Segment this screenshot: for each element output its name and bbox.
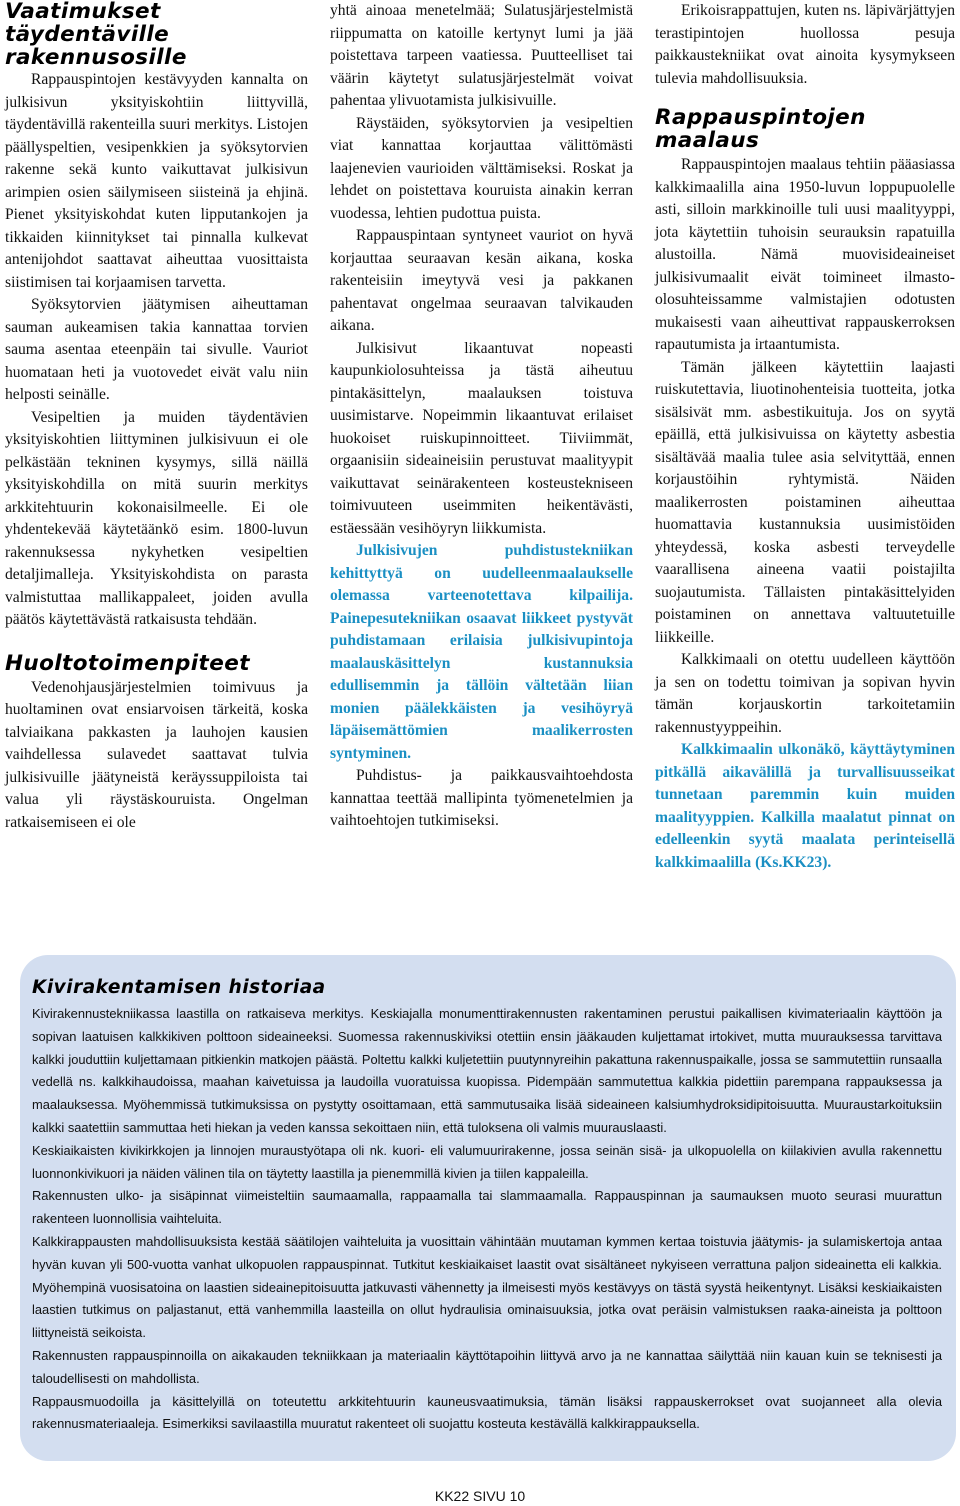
paragraph: Erikoisrappattujen, kuten ns. läpivärjättyjen terastipintojen huollossa pesuja paikkaustekniikat ovat ainoita kysymykseen tulevia mahdollisuuksia. [655, 2, 955, 87]
history-heading: Kivirakentamisen historiaa [32, 977, 326, 998]
history-paragraph: Kivirakennustekniikassa laastilla on ratkaiseva merkitys. Keskiajalla monumenttirakennusten rakentaminen perustui paikallisen kivimateriaalin käyttöön ja sopivan laatuisen kalkkikiven polttoon sideaineeksi. Suomessa rakennuskiviksi otettiin ensin jääkauden kuljettamat irtokivet, mutta muurauksessa tarvittava kalkki jouduttiin kuljettamaan pitkienkin matkojen päästä. Poltettu kalkki kuljetettiin puutynnyreihin pakattuna rakennuspaikalle, jossa se sammutettiin runsaalla vedellä ns. kalkkihaudoissa, maahan kaivetuissa ja laudoilla vuoratuissa kuopissa. Pidempään sammutettua kalkkia pidettiin parempana rappauksessa ja maalauksessa. Myöhemmissä tutkimuksissa on pystytty osoittamaan, että sammutusaika lisää sideaineen kalsiumhydroksidipitoisuutta. Muuraustarkoituksiin kalkki saatettiin sammuttaa heti hiekan ja veden kanssa sekoittaen niin, että tuloksena oli valmis muurauslaasti. [32, 1006, 942, 1135]
paragraph: Räystäiden, syöksytorvien ja vesipeltien viat kannattaa korjauttaa välittömästi laajenevien vaurioiden välttämiseksi. Roskat ja lehdet on poistettava kouruista ainakin kerran vuodessa, lehtien pudottua puista. [330, 114, 633, 222]
history-paragraph: Rappausmuodoilla ja käsittelyillä on toteutettu arkkitehtuurin kauneusvaatimuksia, tämän lisäksi rappauskerrokset ovat suojanneet alla olevia rakennusmateriaaleja. Esimerkiksi savilaastilla muuratut rakenteet oli suojattu kosteuta kestävällä kalkkirappauksella. [32, 1393, 942, 1432]
paragraph: Julkisivut likaantuvat nopeasti kaupunkiolosuhteissa ja tästä aiheutuu pintakäsittelyn, maalauksen toistuva uusimistarve. Nopeimmin likaantuvat erilaiset huokoiset ruiskupinnoitteet. Tiiviimmät, orgaanisiin sideaineisiin perustuvat maalityypit vaikuttavat seinärakenteen kosteustekniseen toimivuuteen useimmiten heikentävästi, estäessään vesihöyryn liikkumista. [330, 339, 633, 537]
column-middle [330, 0, 633, 833]
page-footer: KK22 SIVU 10 [434, 1488, 526, 1504]
column-left [5, 0, 308, 834]
heading-vaatimukset: Vaatimukset täydentäville rakennusosille [5, 0, 187, 70]
paragraph: Tämän jälkeen käytettiin laajasti ruiskutettavia, liuotinohenteisia tuotteita, jotka sisälsivät mm. asbestikuituja. Jos on syytä epäillä, että julkisivuissa on käytetty asbestia sisältävää maalia tulee asia selvityttää, ennen korjaustöihin ryhtymistä. Näiden maalikerrosten poistaminen aiheuttaa huomattavia kustannuksia uusimistöiden yhteydessä, koska asbesti terveydelle vaarallisena aineena vaatii poistajilta suojautumista. Tällaisten pintakäsittelyiden poistaminen on annettava valtuutetuille liikkeille. [655, 358, 955, 646]
paragraph: Vesipeltien ja muiden täydentävien yksityiskohtien liittyminen julkisivuun ei ole pelkästään tekninen kysymys, sillä näillä yksityiskohdilla on mitä suurin merkitys arkkitehtuurin kokonaisilmeelle. Ei ole yhdentekevää käytetäänkö esim. 1800-luvun rakennuksessa nykyhetken vesipeltien detaljimalleja. Yksityiskohdista on parasta valmistuttaa mallikappaleet, joiden avulla päätös käytettävästä ratkaisusta tehdään. [5, 408, 308, 628]
paragraph: Syöksytorvien jäätymisen aiheuttaman sauman aukeamisen takia kannattaa torvien sauma asentaa eteenpäin tai sivulle. Vauriot huomataan heti ja vuotovedet eivät valu niin helposti seinälle. [5, 296, 308, 403]
history-box [20, 955, 956, 1461]
history-text [32, 1003, 942, 1436]
column-right [655, 0, 955, 874]
history-paragraph: Kalkkirappausten mahdollisuuksista kestää säätilojen vaihteluita ja vuosittain vähintään muutaman kymmen kertaa toistuvia jäätymis- ja sulamiskertoja antaa hyvän kuvan yli 500-vuotta vanhat ulkopuolen rappauspinnat. Tutkitut keskiaikaiset laastit ovat sisältäneet nykyiseen verrattuna paljon sideainetta eli kalkkia. Myöhempinä vuosisatoina on laastien sideainepitoisuutta jatkuvasti vähennetty ja ilmeisesti myös kestävyys on tästä syystä heikentynyt. Lisäksi keskiaikaisten laastien tutkimus on paljastanut, että vanhemmilla laasteilla on ollut hydraulisia ominaisuuksia, jotka ovat peräisin valmistuksen raaka-aineista ja polttoon liittyneistä seikoista. [32, 1233, 942, 1341]
highlight-paragraph: Kalkkimaalin ulkonäkö, käyttäytyminen pitkällä aikavälillä ja turvallisuusseikat tunnetaan paremmin kuin muiden maalityyppien. Kalkilla maalatut pinnat on edelleenkin syytä maalata perinteisellä kalkkimaalilla (Ks.KK23). [655, 741, 955, 871]
history-paragraph: Keskiaikaisten kivikirkkojen ja linnojen muraustyötapa oli nk. kuori- eli valumuurirakenne, jossa seinän sisä- ja ulkopuolella on kiilakivien avulla rakennettu luonnonkivikuori ja näiden välinen tila on täytetty laastilla ja pienemmillä kivien ja tiilen kappaleilla. [32, 1142, 942, 1181]
history-paragraph: Rakennusten rappauspinnoilla on aikakauden tekniikkaan ja materiaalin käyttötapoihin liittyvä arvo ja ne kannattaa säilyttää niin kauan kuin se teknisesti ja taloudellisesti on mahdollista. [32, 1347, 942, 1386]
history-paragraph: Rakennusten ulko- ja sisäpinnat viimeisteltiin saumaamalla, rappaamalla tai slammaamalla. Rappauspinnan ja saumauksen muoto seurasi muurattun rakenteen luonnollisia vaihteluita. [32, 1188, 942, 1227]
paragraph: Rappauspintojen kestävyyden kannalta on julkisivun yksityiskohtiin liittyvillä, täydentävillä rakenteilla suuri merkitys. Listojen päällyspeltien, vesipenkkien ja syöksytorvien rakenne sekä kunto vaikuttavat julkisivun arimpien osien säilymiseen siisteinä ja ehjinä. Pienet yksityiskohdat kuten lipputankojen ja tikkaiden kiinnitykset tai pinnalla kulkevat antenijohdot saattavat aiheuttaa vuosittaista siistimisen tai korjaamisen tarvetta. [5, 71, 308, 291]
paragraph: Rappauspintojen maalaus tehtiin pääasiassa kalkkimaalilla aina 1950-luvun loppupuolelle asti, silloin markkinoille tuli uusi maalityyppi, jota käytettiin tuhoisin seurauksin rapatuilla alustoilla. Nämä muovisideaineiset julkisivumaalit eivät toimineet ilmasto-olosuhteissamme valmistajien odotusten mukaisesti vaan aiheuttivat rappauskerroksen rapautumista ja irtaantumista. [655, 156, 955, 353]
paragraph: yhtä ainoaa menetelmää; Sulatusjärjestelmistä riippumatta on katoille kertynyt lumi ja jää poistettava tarpeen vaatiessa. Puutteelliset tai väärin käytetyt sulatusjärjestelmät voivat pahentaa ylivuotamista julkisivuille. [330, 2, 633, 109]
paragraph: Rappauspintaan syntyneet vauriot on hyvä korjauttaa seuraavan kesän aikana, koska rakenteisiin imeytyvä vesi ja pakkanen pahentavat ongelmaa seuraavan talvikauden aikana. [330, 227, 633, 334]
heading-huoltotoimenpiteet: Huoltotoimenpiteet [5, 650, 250, 676]
highlight-paragraph: Julkisivujen puhdistustekniikan kehittyttyä on uudelleenmaalaukselle olemassa varteenotettava kilpailija. Painepesutekniikan osaavat liikkeet pystyvät puhdistamaan erilaisia julkisivupintoja maalauskäsittelyn kustannuksia edullisemmin ja tällöin vältetään liian monien päälekkäisten ja vesihöyryä läpäisemättömien maalikerrosten syntyminen. [330, 542, 633, 762]
paragraph: Puhdistus- ja paikkausvaihtoehdosta kannattaa teettää mallipinta työmenetelmien ja vaihtoehtojen tutkimiseksi. [330, 767, 633, 829]
heading-rappauspintojen-maalaus: Rappauspintojen maalaus [655, 105, 866, 153]
paragraph: Vedenohjausjärjestelmien toimivuus ja huoltaminen ovat ensiarvoisen tärkeitä, koska talviaikana pakkasten ja lauhojen kausien vaihdellessa sulavedet saattavat tulvia julkisivuille jäätyneistä keräyssuppiloista tai valua yli räystäskouruista. Ongelman ratkaisemiseen ei ole [5, 678, 308, 831]
paragraph: Kalkkimaali on otettu uudelleen käyttöön ja sen on todettu toimivan ja sopivan hyvin tämän korjauskortin tarkoitetamiin rakennustyyppeihin. [655, 651, 955, 736]
